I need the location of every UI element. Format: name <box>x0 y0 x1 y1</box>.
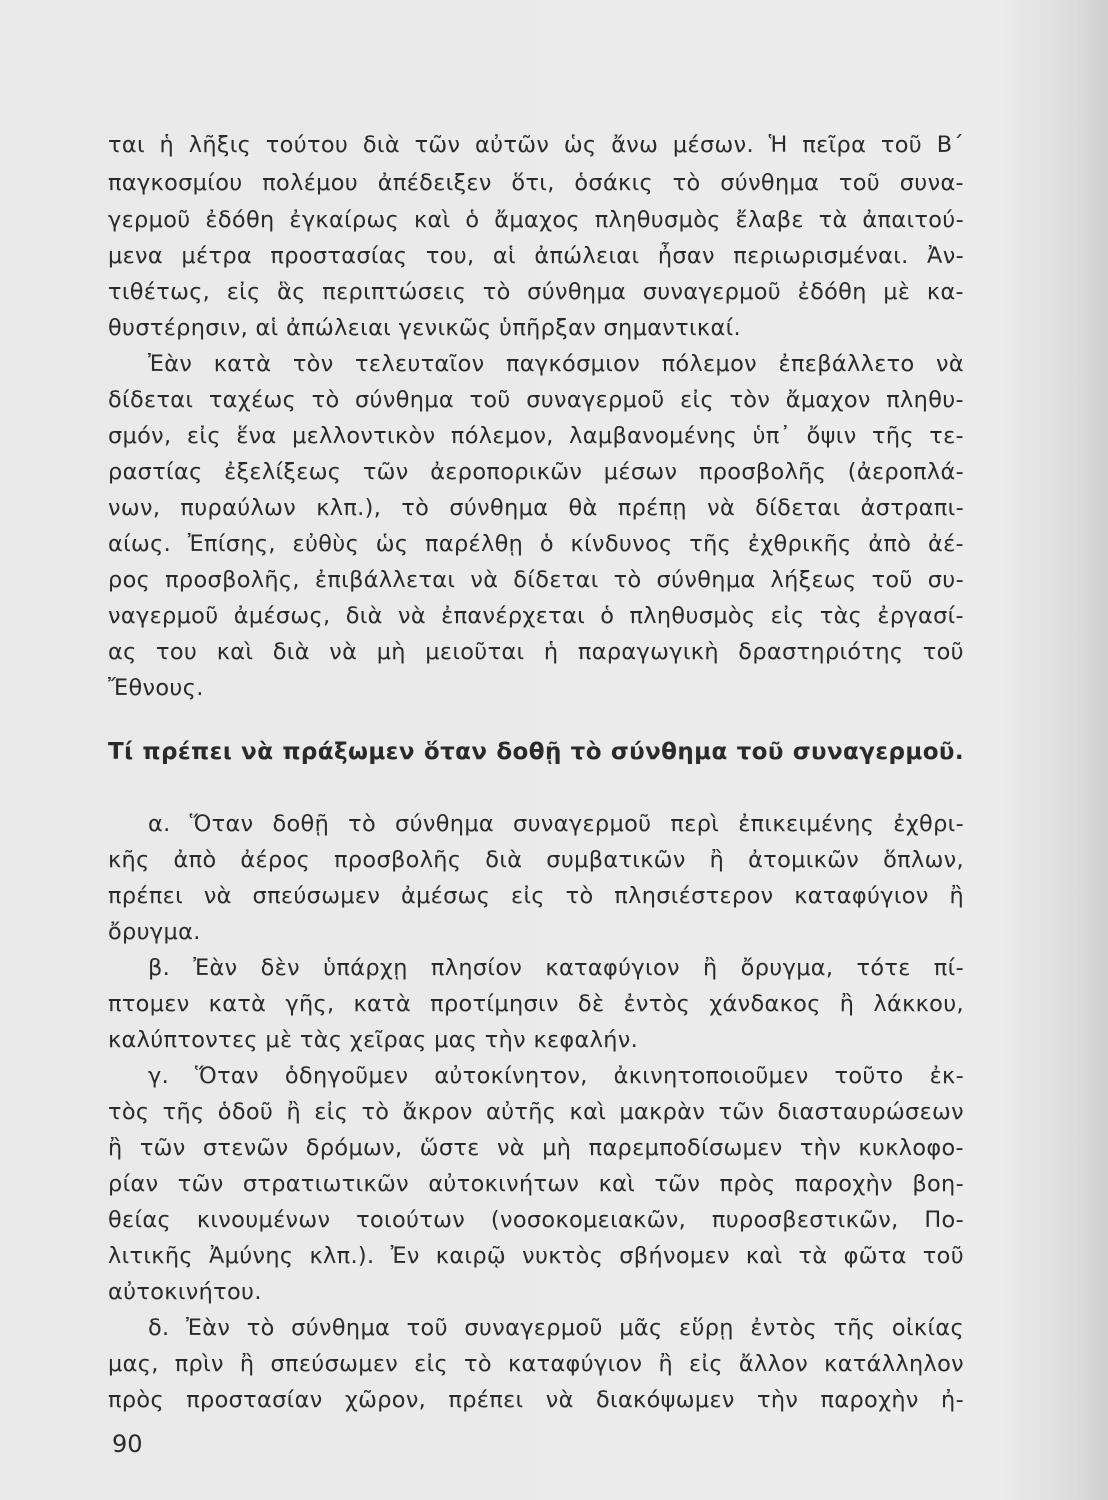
text-line: ται ἡ λῆξις τούτου διὰ τῶν αὐτῶν ὡς ἄνω μέσων. Ἡ πεῖρα τοῦ Β΄ <box>108 132 964 158</box>
text-line: ρος προσβολῆς, ἐπιβάλλεται νὰ δίδεται τὸ σύνθημα λήξεως τοῦ συ- <box>108 567 964 593</box>
text-line: ἢ τῶν στενῶν δρόμων, ὥστε νὰ μὴ παρεμποδίσωμεν τὴν κυκλοφο- <box>108 1135 964 1161</box>
text-line: δ. Ἐὰν τὸ σύνθημα τοῦ συναγερμοῦ μᾶς εὕρῃ ἐντὸς τῆς οἰκίας <box>148 1315 964 1341</box>
text-line: γ. Ὅταν ὁδηγοῦμεν αὐτοκίνητον, ἀκινητοποιοῦμεν τοῦτο ἐκ- <box>148 1063 964 1089</box>
text-line: καλύπτοντες μὲ τὰς χεῖρας μας τὴν κεφαλήν. <box>108 1027 639 1053</box>
text-line: Ἔθνους. <box>108 675 204 701</box>
text-line: β. Ἐὰν δὲν ὑπάρχῃ πλησίον καταφύγιον ἢ ὄρυγμα, τότε πί- <box>148 955 964 981</box>
section-heading: Τί πρέπει νὰ πράξωμεν ὅταν δοθῇ τὸ σύνθημα τοῦ συναγερμοῦ. <box>108 739 964 765</box>
text-line: Ἐὰν κατὰ τὸν τελευταῖον παγκόσμιον πόλεμον ἐπεβάλλετο νὰ <box>148 351 964 377</box>
text-line: πτομεν κατὰ γῆς, κατὰ προτίμησιν δὲ ἐντὸς χάνδακος ἢ λάκκου, <box>108 991 964 1017</box>
text-line: θυστέρησιν, αἱ ἀπώλειαι γενικῶς ὑπῆρξαν σημαντικαί. <box>108 315 741 341</box>
text-line: μας, πρὶν ἢ σπεύσωμεν εἰς τὸ καταφύγιον ἢ εἰς ἄλλον κατάλληλον <box>108 1351 964 1377</box>
text-line: ας του καὶ διὰ νὰ μὴ μειοῦται ἡ παραγωγικὴ δραστηριότης τοῦ <box>108 639 964 665</box>
text-line: α. Ὅταν δοθῇ τὸ σύνθημα συναγερμοῦ περὶ ἐπικειμένης ἐχθρι- <box>148 811 964 837</box>
text-line: αὐτοκινήτου. <box>108 1279 262 1305</box>
text-line: δίδεται ταχέως τὸ σύνθημα τοῦ συναγερμοῦ εἰς τὸν ἄμαχον πληθυ- <box>108 387 964 413</box>
text-line: λιτικῆς Ἀμύνης κλπ.). Ἐν καιρῷ νυκτὸς σβήνομεν καὶ τὰ φῶτα τοῦ <box>108 1243 964 1269</box>
page-number: 90 <box>112 1430 143 1458</box>
text-line: πρέπει νὰ σπεύσωμεν ἀμέσως εἰς τὸ πλησιέστερον καταφύγιον ἢ <box>108 883 964 909</box>
text-line: θείας κινουμένων τοιούτων (νοσοκομειακῶν, πυροσβεστικῶν, Πο- <box>108 1207 964 1233</box>
text-line: τιθέτως, εἰς ἃς περιπτώσεις τὸ σύνθημα συναγερμοῦ ἐδόθη μὲ κα- <box>108 279 964 305</box>
text-line: αίως. Ἐπίσης, εὐθὺς ὡς παρέλθῃ ὁ κίνδυνος τῆς ἐχθρικῆς ἀπὸ ἀέ- <box>108 531 964 557</box>
text-line: ναγερμοῦ ἀμέσως, διὰ νὰ ἐπανέρχεται ὁ πληθυσμὸς εἰς τὰς ἐργασί- <box>108 603 964 629</box>
text-line: πρὸς προστασίαν χῶρον, πρέπει νὰ διακόψωμεν τὴν παροχὴν ἠ- <box>108 1387 964 1413</box>
text-line: σμόν, εἰς ἕνα μελλοντικὸν πόλεμον, λαμβανομένης ὑπ᾿ ὄψιν τῆς τε- <box>108 423 964 449</box>
text-line: ὄρυγμα. <box>108 919 201 945</box>
text-line: παγκοσμίου πολέμου ἀπέδειξεν ὅτι, ὁσάκις τὸ σύνθημα τοῦ συνα- <box>108 170 964 196</box>
text-line: τὸς τῆς ὁδοῦ ἢ εἰς τὸ ἄκρον αὐτῆς καὶ μακρὰν τῶν διασταυρώσεων <box>108 1099 964 1125</box>
text-line: νων, πυραύλων κλπ.), τὸ σύνθημα θὰ πρέπῃ νὰ δίδεται ἀστραπι- <box>108 495 964 521</box>
text-line: μενα μέτρα προστασίας του, αἱ ἀπώλειαι ἦσαν περιωρισμέναι. Ἀν- <box>108 243 964 269</box>
text-line: ραστίας ἐξελίξεως τῶν ἀεροπορικῶν μέσων προσβολῆς (ἀεροπλά- <box>108 459 964 485</box>
text-line: γερμοῦ ἐδόθη ἐγκαίρως καὶ ὁ ἄμαχος πληθυσμὸς ἔλαβε τὰ ἀπαιτού- <box>108 207 964 233</box>
text-line: κῆς ἀπὸ ἀέρος προσβολῆς διὰ συμβατικῶν ἢ ἀτομικῶν ὅπλων, <box>108 847 964 873</box>
text-line: ρίαν τῶν στρατιωτικῶν αὐτοκινήτων καὶ τῶν πρὸς παροχὴν βοη- <box>108 1171 964 1197</box>
